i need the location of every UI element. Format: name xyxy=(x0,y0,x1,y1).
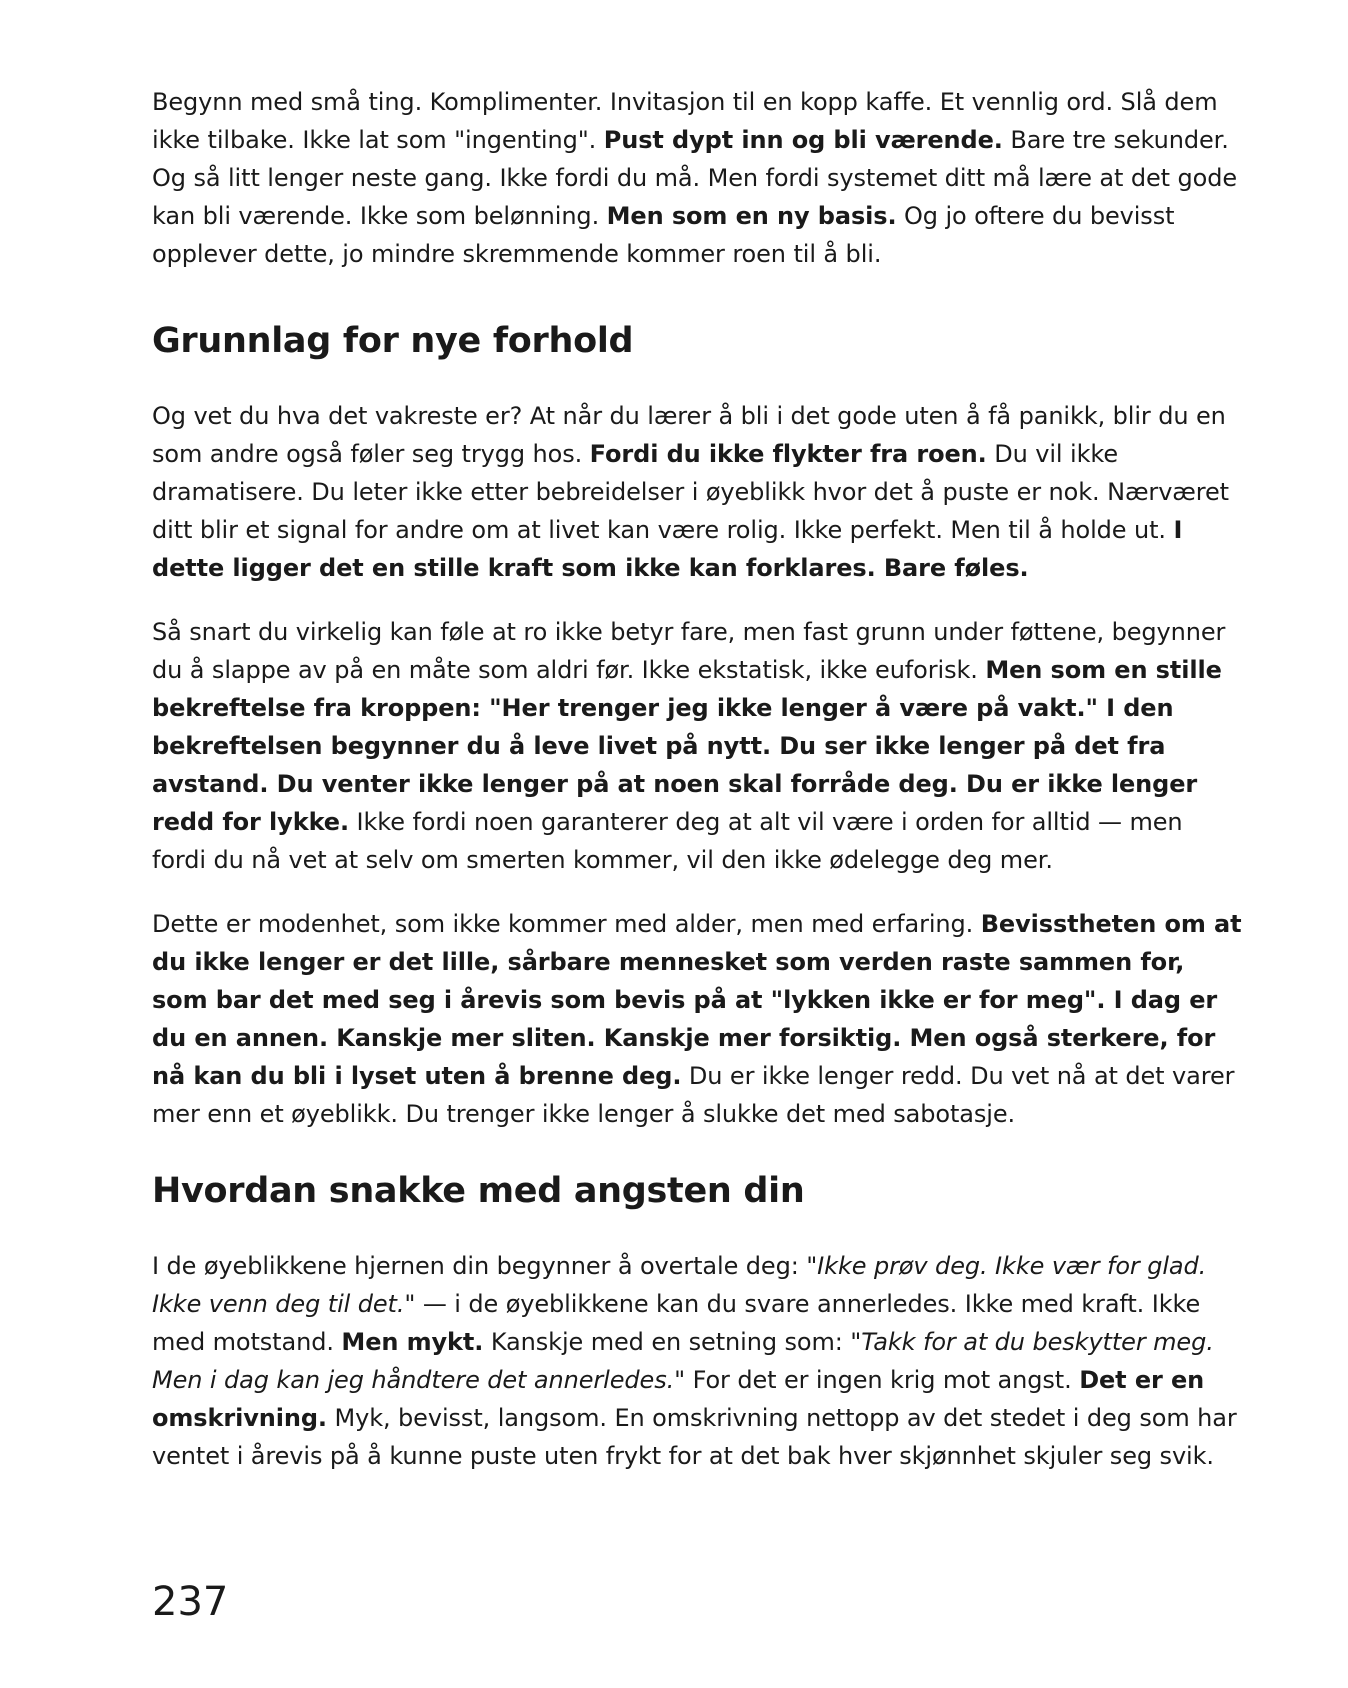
bold-run: Men som en stille bekreftelse fra kroppen: "Her trenger jeg ikke lenger å være på vakt." I den bekreftelsen begynner du å leve livet på nytt. Du ser ikke lenger på det fra avstand. Du venter ikke lenger på at noen skal forråde deg. Du er ikke lenger redd for lykke. xyxy=(152,656,1222,836)
text-run: For det er ingen krig mot angst. xyxy=(685,1366,1080,1394)
section-heading-2: Hvordan snakke med angsten din xyxy=(152,1171,805,1211)
text-run: Kanskje med en setning som: xyxy=(483,1328,851,1356)
bold-run: Bevisstheten om at du ikke lenger er det lille, sårbare mennesket som verden raste sammen for, som bar det med seg i årevis som bevis på at "lykken ikke er for meg". I dag er du en annen. Kanskje mer sliten. Kanskje mer forsiktig. Men også sterkere, for nå kan du bli i lyset uten å brenne deg. xyxy=(152,910,1242,1090)
text-run: Og jo oftere du bevisst opplever dette, jo mindre skremmende kommer roen til å bli. xyxy=(152,202,1175,268)
bold-run: Men som en ny basis. xyxy=(606,202,897,230)
text-run: Dette er modenhet, som ikke kommer med alder, men med erfaring. xyxy=(152,910,981,938)
page-body xyxy=(152,83,1244,1475)
italic-run: "Takk for at du beskytter meg. Men i dag kan jeg håndtere det annerledes." xyxy=(152,1328,1214,1394)
text-run: Du er ikke lenger redd. Du vet nå at det varer mer enn et øyeblikk. Du trenger ikke lenger å slukke det med sabotasje. xyxy=(152,1062,1235,1128)
text-run: Myk, bevisst, langsom. En omskrivning nettopp av det stedet i deg som har ventet i årevis på å kunne puste uten frykt for at det bak hver skjønnhet skjuler seg svik. xyxy=(152,1404,1237,1470)
text-run: Så snart du virkelig kan føle at ro ikke betyr fare, men fast grunn under føttene, begynner du å slappe av på en måte som aldri før. Ikke ekstatisk, ikke euforisk. xyxy=(152,618,1226,684)
text-run: Begynn med små ting. Komplimenter. Invitasjon til en kopp kaffe. Et vennlig ord. Slå dem ikke tilbake. Ikke lat som "ingenting". xyxy=(152,88,1218,154)
section-heading-1: Grunnlag for nye forhold xyxy=(152,321,634,361)
text-run: Bare tre sekunder. Og så litt lenger neste gang. Ikke fordi du må. Men fordi systemet ditt må lære at det gode kan bli værende. Ikke som belønning. xyxy=(152,126,1238,230)
italic-run: "Ikke prøv deg. Ikke vær for glad. Ikke venn deg til det." xyxy=(152,1252,1207,1318)
bold-run: I dette ligger det en stille kraft som ikke kan forklares. Bare føles. xyxy=(152,516,1183,582)
text-run: I de øyeblikkene hjernen din begynner å overtale deg: xyxy=(152,1252,807,1280)
paragraph-5 xyxy=(152,1247,1244,1475)
bold-run: Det er en omskrivning. xyxy=(152,1366,1205,1432)
paragraph-4 xyxy=(152,905,1244,1133)
paragraph-1 xyxy=(152,83,1244,273)
page-number: 237 xyxy=(152,1579,229,1625)
text-run: — i de øyeblikkene kan du svare annerledes. Ikke med kraft. Ikke med motstand. xyxy=(152,1290,1201,1356)
text-run: Ikke fordi noen garanterer deg at alt vil være i orden for alltid — men fordi du nå vet at selv om smerten kommer, vil den ikke ødelegge deg mer. xyxy=(152,808,1183,874)
text-run: Du vil ikke dramatisere. Du leter ikke etter bebreidelser i øyeblikk hvor det å puste er nok. Nærværet ditt blir et signal for andre om at livet kan være rolig. Ikke perfekt. Men til å holde ut. xyxy=(152,440,1229,544)
paragraph-3 xyxy=(152,613,1244,879)
bold-run: Men mykt. xyxy=(341,1328,484,1356)
paragraph-2 xyxy=(152,397,1244,587)
bold-run: Fordi du ikke flykter fra roen. xyxy=(589,440,987,468)
bold-run: Pust dypt inn og bli værende. xyxy=(603,126,1003,154)
text-run: Og vet du hva det vakreste er? At når du lærer å bli i det gode uten å få panikk, blir du en som andre også føler seg trygg hos. xyxy=(152,402,1226,468)
